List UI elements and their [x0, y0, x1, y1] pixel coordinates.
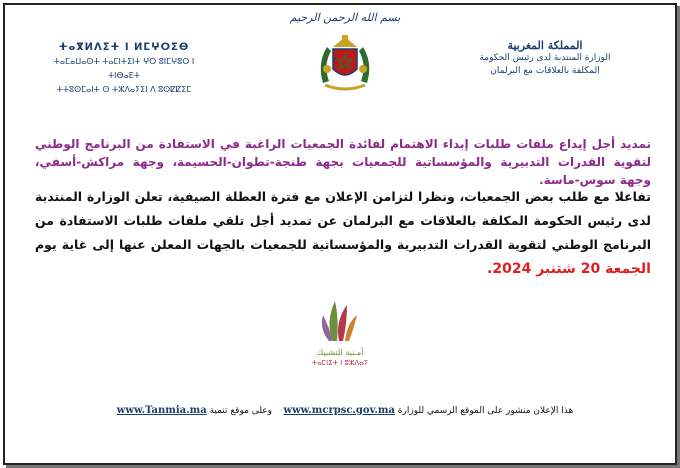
- document-frame: [3, 3, 677, 465]
- tanmia-website-link[interactable]: www.Tanmia.ma: [116, 405, 207, 416]
- footer-note: [45, 405, 645, 421]
- program-logo: [295, 293, 385, 369]
- program-logo-tifinagh: ⵜⴰⵎⵏⵉⵜ ⵏ ⵓⵣⴷⴰⵢ: [311, 359, 369, 367]
- basmala-calligraphy: بسم الله الرحمن الرحيم: [289, 11, 401, 24]
- arabic-header: [455, 39, 635, 78]
- tifinagh-ministry-scope: ⵜⵜⵓⵙⵎⴰⵏⵜ ⵙ ⵜⵣⴷⴰⵢⵉⵏ ⴷ ⵓⵙⵇⵇⵉⵎ: [56, 85, 192, 94]
- arabic-kingdom: المملكة المغربية: [507, 39, 583, 52]
- moroccan-coat-of-arms-icon: [313, 33, 377, 97]
- announcement-body-text: تفاعلا مع طلب بعض الجمعيات، ونظرا لتزامن الإعلان مع فترة العطلة الصيفية، تعلن الوزارة المنتدبة لدى رئيس الحكومة المكلفة بالعلاقات مع البرلمان عن تمديد أجل تلقي ملفات طلبات الاستفادة من البرنامج الوطني لتقوية القدرات التدبيرية والمؤسساتية للجمعيات بالجهات المعلن عنها إلى غاية يوم: [35, 189, 651, 252]
- announcement-title: تمديد أجل إيداع ملفات طلبات إبداء الاهتمام لفائدة الجمعيات الراغبة في الاستفادة من البرنامج الوطني لتقوية القدرات التدبيرية والمؤسساتية للجمعيات بجهة طنجة-تطوان-الحسيمة، وجهة مراكش-أسفي، وجهة سوس-ماسة.: [35, 137, 651, 187]
- tifinagh-kingdom: ⵜⴰⴳⵍⴷⵉⵜ ⵏ ⵍⵎⵖⵔⵉⴱ: [58, 42, 190, 53]
- tifinagh-header: [39, 41, 209, 97]
- leaf-emblem-icon: [295, 293, 385, 343]
- ministry-website-link[interactable]: www.mcrpsc.gov.ma: [283, 405, 395, 416]
- announcement-body: [35, 185, 651, 281]
- program-logo-arabic: أمـنية للتشبيك: [316, 348, 364, 357]
- arabic-ministry: الوزارة المنتدبة لدى رئيس الحكومة: [479, 53, 611, 63]
- deadline-date: الجمعة 20 شتنبر 2024.: [487, 261, 651, 277]
- footer-text-ministry: هذا الإعلان منشور على الموقع الرسمي للوزارة: [397, 406, 574, 416]
- footer-text-tanmia: وعلى موقع تنمية: [209, 406, 273, 416]
- arabic-ministry-scope: المكلفة بالعلاقات مع البرلمان: [490, 66, 600, 76]
- tifinagh-ministry: ⵜⴰⵎⴰⵡⴰⵙⵜ ⵜⴰⵎⵏⵜⵉⵏⵜ ⵖⵔ ⵓⵏⵎⵖⵓⵔ ⵏ ⵜⵏⴱⴰⴹⵜ: [53, 57, 195, 80]
